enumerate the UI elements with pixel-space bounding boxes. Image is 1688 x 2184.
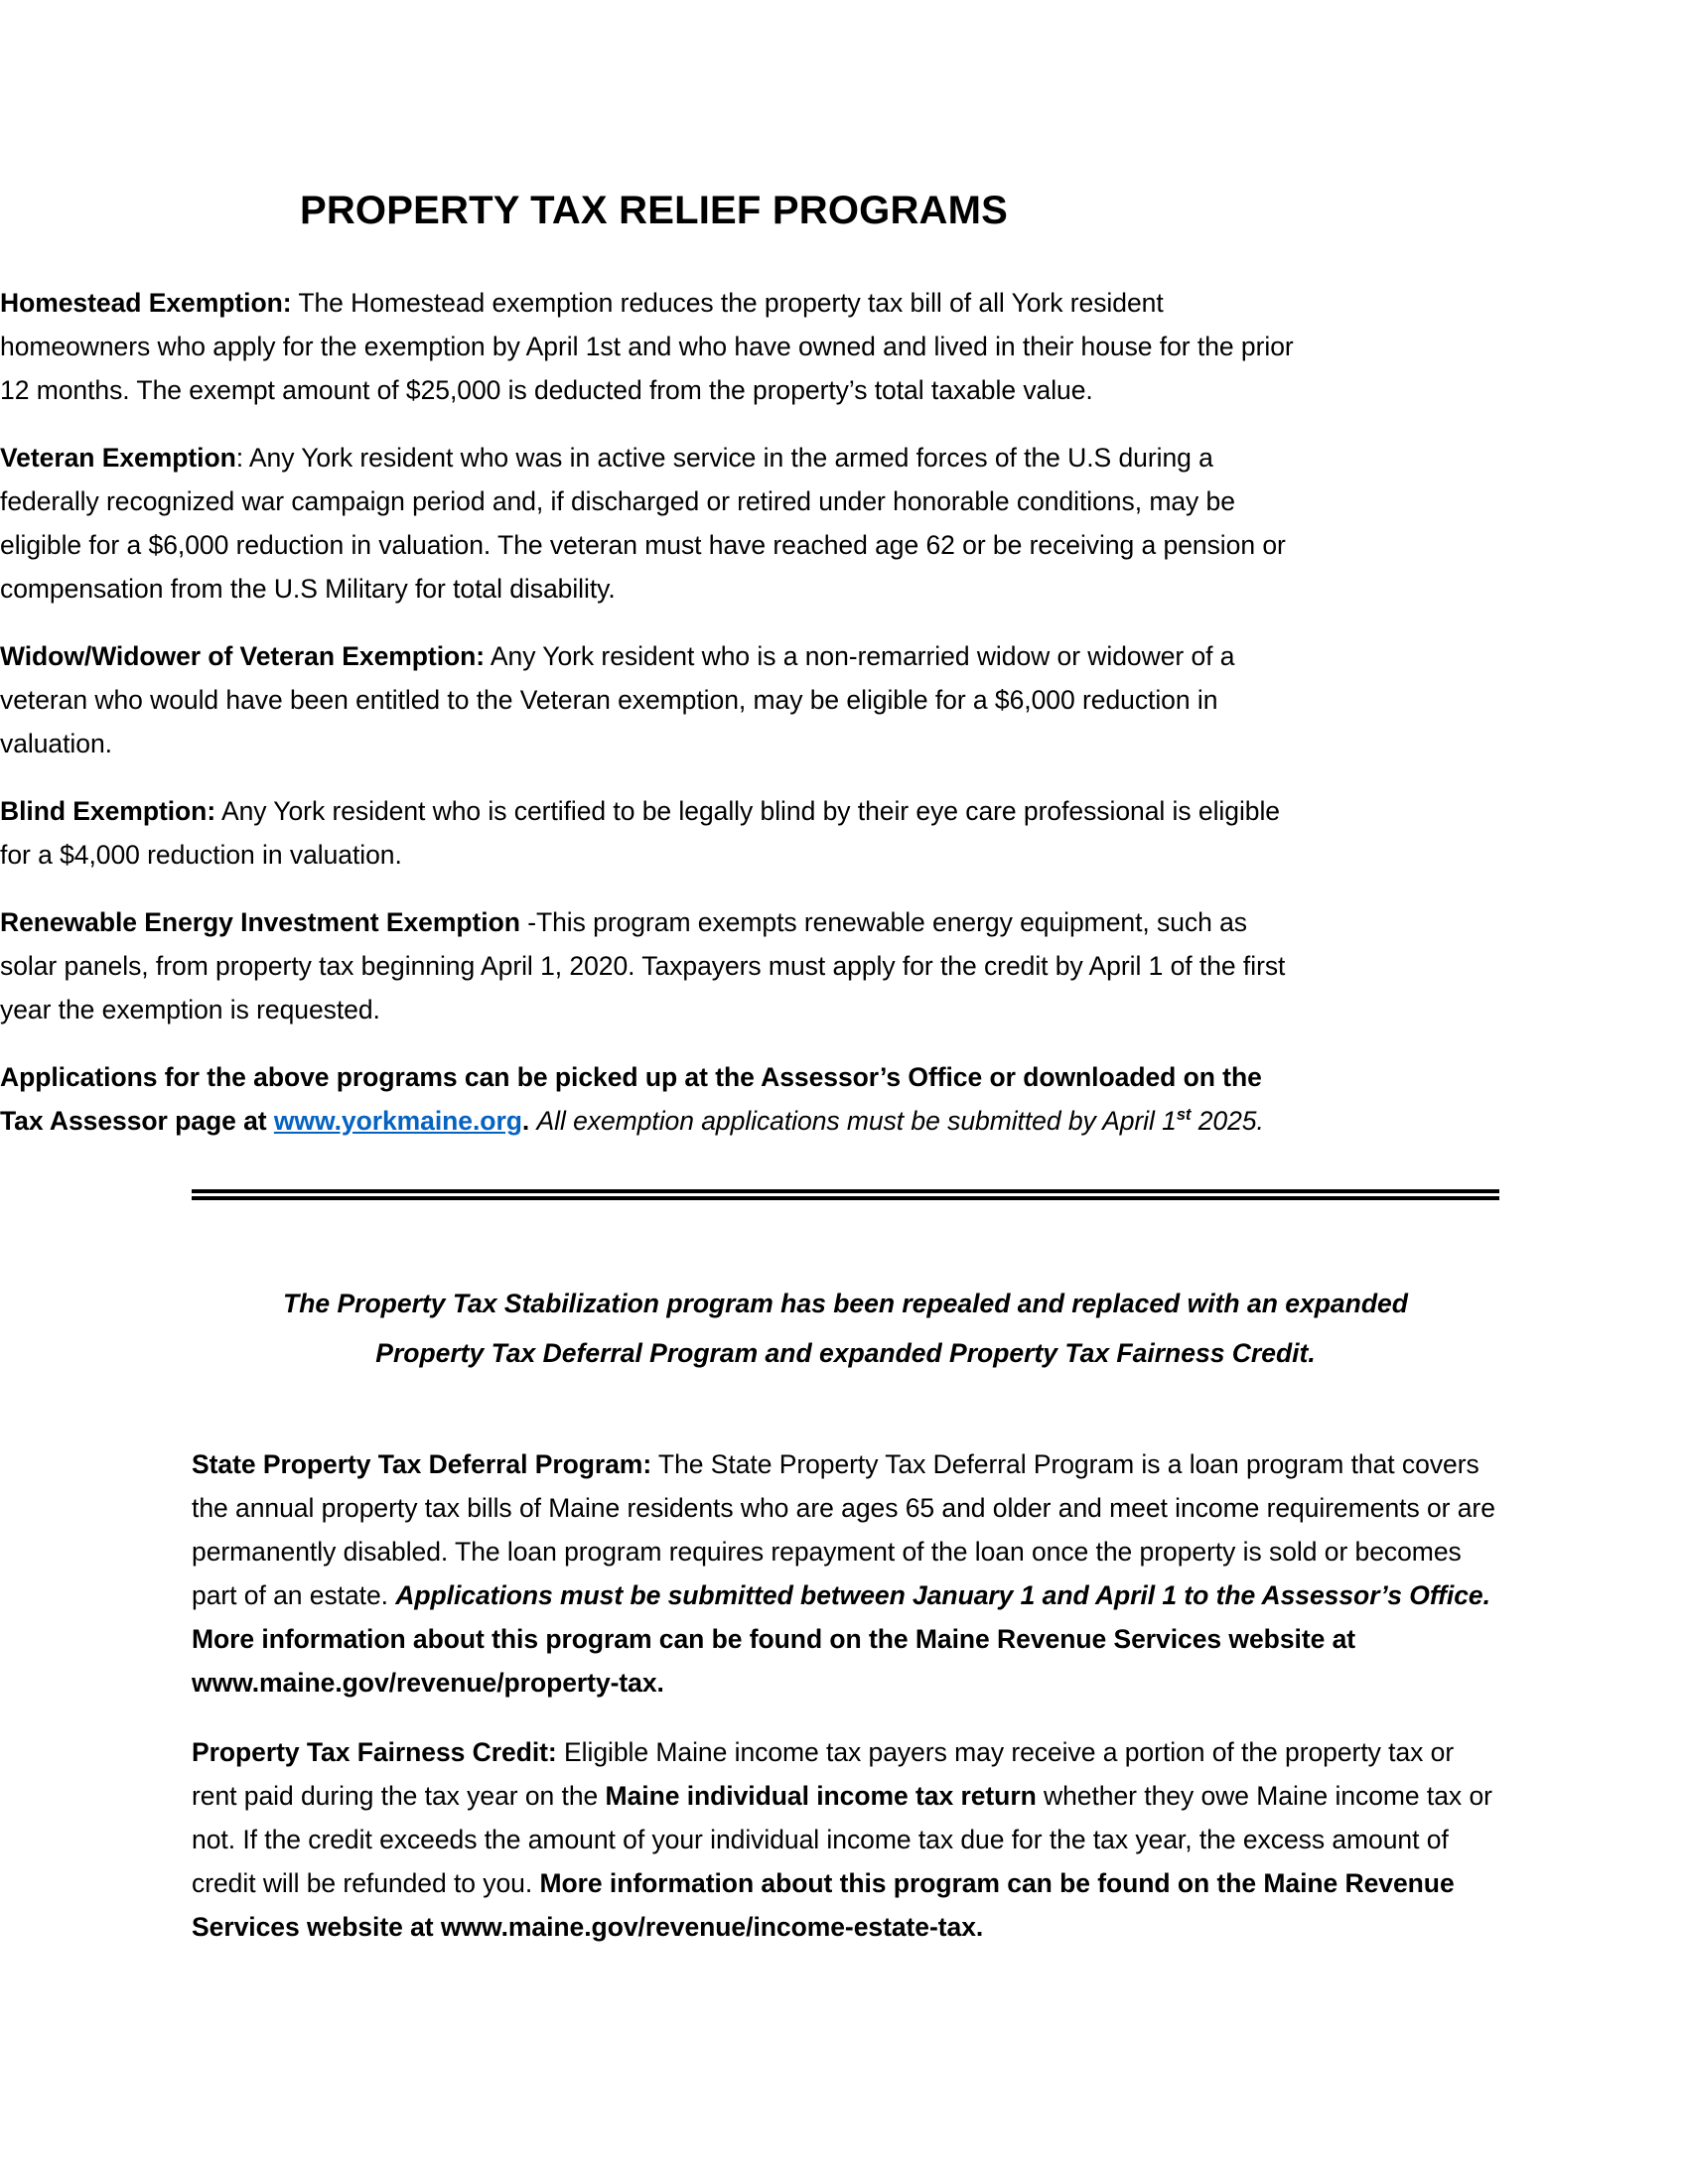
applications-note-italic-tail: 2025. [1191,1106,1264,1136]
stabilization-notice-line-1: The Property Tax Stabilization program has been repealed and replaced with an expanded [283,1289,1408,1318]
fairness-credit-body-1: Eligible Maine income tax payers may receive a portion of the property tax or rent paid during the tax year on the [192,1737,1455,1811]
paragraph-applications-note [0,1055,1308,1143]
fairness-credit-body-2: whether they owe Maine income tax or not. If the credit exceeds the amount of your individual income tax due for the tax year, the excess amount of credit will be refunded to you. [192,1781,1492,1898]
widow-widower-exemption-heading: Widow/Widower of Veteran Exemption: [0,641,486,671]
veteran-exemption-heading: Veteran Exemption [0,443,236,473]
paragraph-state-deferral-program [192,1442,1499,1705]
blind-exemption-heading: Blind Exemption: [0,796,216,826]
yorkmaine-website-link[interactable]: www.yorkmaine.org [273,1106,522,1136]
section-divider [192,1189,1499,1200]
exemptions-section [0,281,1308,1166]
state-deferral-program-heading: State Property Tax Deferral Program: [192,1449,652,1479]
renewable-energy-exemption-body: -This program exempts renewable energy equipment, such as solar panels, from property tax beginning April 1, 2020. Taxpayers must apply for the credit by April 1 of the first year the exemption is requested. [0,907,1286,1024]
state-deferral-program-body-2: More information about this program can be found on the Maine Revenue Services website at www.maine.gov/revenue/property-tax. [192,1624,1356,1698]
fairness-credit-heading: Property Tax Fairness Credit: [192,1737,557,1767]
blind-exemption-body: Any York resident who is certified to be legally blind by their eye care professional is eligible for a $4,000 reduction in valuation. [0,796,1280,870]
state-deferral-program-body-1: The State Property Tax Deferral Program is a loan program that covers the annual property tax bills of Maine residents who are ages 65 and older and meet income requirements or are permanently disabled. The loan program requires repayment of the loan once the property is sold or becomes part of an estate. [192,1449,1495,1610]
paragraph-widow-widower-exemption [0,634,1308,765]
applications-note-separator: . [521,1106,537,1136]
fairness-credit-inline-bold: Maine individual income tax return [605,1781,1037,1811]
paragraph-veteran-exemption [0,436,1308,611]
applications-note-italic: All exemption applications must be submitted by April 1 [536,1106,1177,1136]
paragraph-blind-exemption [0,789,1308,877]
fairness-credit-bold-tail: More information about this program can be found on the Maine Revenue Services website at www.maine.gov/revenue/income-estate-tax. [192,1868,1455,1942]
state-deferral-program-emphasis: Applications must be submitted between January 1 and April 1 to the Assessor’s Office. [395,1580,1490,1610]
veteran-exemption-body: : Any York resident who was in active service in the armed forces of the U.S during a federally recognized war campaign period and, if discharged or retired under honorable conditions, may be eligible for a $6,000 reduction in valuation. The veteran must have reached age 62 or be receiving a pension or compensation from the U.S Military for total disability. [0,443,1286,604]
homestead-exemption-heading: Homestead Exemption: [0,288,292,318]
stabilization-notice-line-2: Property Tax Deferral Program and expanded Property Tax Fairness Credit. [375,1338,1316,1368]
paragraph-fairness-credit [192,1730,1499,1949]
state-programs-section [192,1442,1499,1975]
applications-note-lead: Applications for the above programs can be picked up at the Assessor’s Office or downloaded on the Tax Assessor page at [0,1062,1262,1136]
stabilization-program-notice [192,1279,1499,1378]
ordinal-suffix: st [1176,1106,1192,1125]
paragraph-renewable-energy-exemption [0,900,1308,1031]
widow-widower-exemption-body: Any York resident who is a non-remarried widow or widower of a veteran who would have been entitled to the Veteran exemption, may be eligible for a $6,000 reduction in valuation. [0,641,1235,758]
homestead-exemption-body: The Homestead exemption reduces the property tax bill of all York resident homeowners who apply for the exemption by April 1st and who have owned and lived in their house for the prior 12 months. The exempt amount of $25,000 is deducted from the property’s total taxable value. [0,288,1294,405]
paragraph-homestead-exemption [0,281,1308,412]
renewable-energy-exemption-heading: Renewable Energy Investment Exemption [0,907,520,937]
page-title: PROPERTY TAX RELIEF PROGRAMS [299,189,1009,232]
